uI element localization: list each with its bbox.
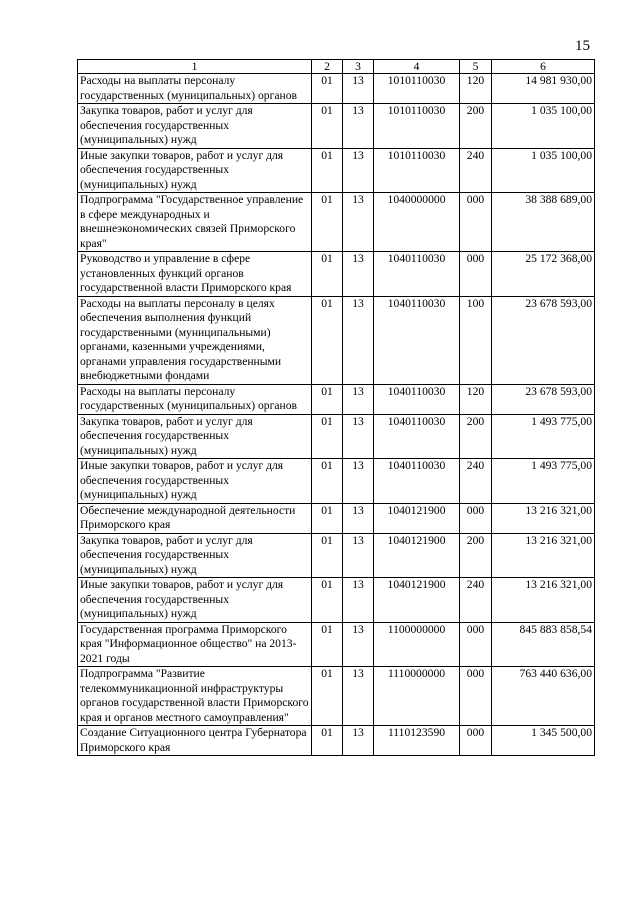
- header-col-5: 5: [460, 60, 492, 74]
- row-subsection: 13: [343, 667, 374, 726]
- table-row: [78, 193, 595, 252]
- row-target-code: 1010110030: [374, 104, 460, 149]
- row-subsection: 13: [343, 252, 374, 297]
- budget-table: [77, 59, 595, 756]
- row-subsection: 13: [343, 533, 374, 578]
- page-number: 15: [575, 38, 590, 54]
- header-col-3: 3: [343, 60, 374, 74]
- row-subsection: 13: [343, 459, 374, 504]
- row-amount: 1 493 775,00: [492, 414, 595, 459]
- row-subsection: 13: [343, 384, 374, 414]
- row-section: 01: [312, 252, 343, 297]
- row-subsection: 13: [343, 578, 374, 623]
- table-row: [78, 533, 595, 578]
- row-name: Закупка товаров, работ и услуг для обеспечения государственных (муниципальных) нужд: [78, 414, 312, 459]
- row-amount: 38 388 689,00: [492, 193, 595, 252]
- row-section: 01: [312, 104, 343, 149]
- row-expense-type: 240: [460, 578, 492, 623]
- header-col-4: 4: [374, 60, 460, 74]
- table-row: [78, 667, 595, 726]
- row-name: Подпрограмма "Развитие телекоммуникационной инфраструктуры органов государственной власти Приморского края и органов местного самоуправления": [78, 667, 312, 726]
- row-amount: 23 678 593,00: [492, 296, 595, 384]
- row-target-code: 1040121900: [374, 503, 460, 533]
- row-amount: 1 493 775,00: [492, 459, 595, 504]
- header-col-6: 6: [492, 60, 595, 74]
- row-name: Расходы на выплаты персоналу в целях обеспечения выполнения функций государственными (муниципальными) органами, казенными учреждениями, органами управления государственными внебюджетными фондами: [78, 296, 312, 384]
- row-target-code: 1040121900: [374, 578, 460, 623]
- row-expense-type: 000: [460, 667, 492, 726]
- row-name: Обеспечение международной деятельности Приморского края: [78, 503, 312, 533]
- row-expense-type: 000: [460, 193, 492, 252]
- row-section: 01: [312, 533, 343, 578]
- row-target-code: 1040000000: [374, 193, 460, 252]
- row-expense-type: 240: [460, 459, 492, 504]
- header-col-1: 1: [78, 60, 312, 74]
- row-target-code: 1100000000: [374, 622, 460, 667]
- table-row: [78, 104, 595, 149]
- row-subsection: 13: [343, 193, 374, 252]
- row-subsection: 13: [343, 148, 374, 193]
- table-row: [78, 726, 595, 756]
- row-name: Закупка товаров, работ и услуг для обеспечения государственных (муниципальных) нужд: [78, 104, 312, 149]
- row-subsection: 13: [343, 622, 374, 667]
- row-amount: 14 981 930,00: [492, 74, 595, 104]
- table-row: [78, 296, 595, 384]
- row-target-code: 1010110030: [374, 74, 460, 104]
- table-row: [78, 414, 595, 459]
- table-row: [78, 622, 595, 667]
- row-expense-type: 000: [460, 503, 492, 533]
- row-target-code: 1040110030: [374, 296, 460, 384]
- table-row: [78, 459, 595, 504]
- row-name: Закупка товаров, работ и услуг для обеспечения государственных (муниципальных) нужд: [78, 533, 312, 578]
- row-amount: 845 883 858,54: [492, 622, 595, 667]
- row-section: 01: [312, 726, 343, 756]
- row-section: 01: [312, 74, 343, 104]
- row-expense-type: 200: [460, 533, 492, 578]
- row-amount: 1 035 100,00: [492, 104, 595, 149]
- row-amount: 1 345 500,00: [492, 726, 595, 756]
- table-row: [78, 503, 595, 533]
- table-row: [78, 252, 595, 297]
- row-expense-type: 240: [460, 148, 492, 193]
- row-name: Иные закупки товаров, работ и услуг для обеспечения государственных (муниципальных) нужд: [78, 578, 312, 623]
- row-amount: 25 172 368,00: [492, 252, 595, 297]
- row-section: 01: [312, 459, 343, 504]
- row-expense-type: 000: [460, 622, 492, 667]
- row-section: 01: [312, 414, 343, 459]
- row-target-code: 1010110030: [374, 148, 460, 193]
- row-name: Иные закупки товаров, работ и услуг для обеспечения государственных (муниципальных) нужд: [78, 148, 312, 193]
- row-subsection: 13: [343, 296, 374, 384]
- row-target-code: 1110123590: [374, 726, 460, 756]
- row-subsection: 13: [343, 503, 374, 533]
- row-section: 01: [312, 384, 343, 414]
- table-row: [78, 384, 595, 414]
- table-header-row: [78, 60, 595, 74]
- row-section: 01: [312, 148, 343, 193]
- row-name: Государственная программа Приморского края "Информационное общество" на 2013-2021 годы: [78, 622, 312, 667]
- row-name: Подпрограмма "Государственное управление в сфере международных и внешнеэкономических связей Приморского края": [78, 193, 312, 252]
- row-subsection: 13: [343, 414, 374, 459]
- row-subsection: 13: [343, 726, 374, 756]
- row-section: 01: [312, 667, 343, 726]
- header-col-2: 2: [312, 60, 343, 74]
- row-expense-type: 200: [460, 104, 492, 149]
- row-amount: 23 678 593,00: [492, 384, 595, 414]
- table-row: [78, 74, 595, 104]
- row-name: Расходы на выплаты персоналу государственных (муниципальных) органов: [78, 74, 312, 104]
- row-expense-type: 100: [460, 296, 492, 384]
- row-expense-type: 120: [460, 74, 492, 104]
- table-row: [78, 578, 595, 623]
- row-name: Расходы на выплаты персоналу государственных (муниципальных) органов: [78, 384, 312, 414]
- row-target-code: 1040121900: [374, 533, 460, 578]
- row-target-code: 1110000000: [374, 667, 460, 726]
- table-row: [78, 148, 595, 193]
- row-expense-type: 000: [460, 252, 492, 297]
- row-section: 01: [312, 578, 343, 623]
- row-section: 01: [312, 622, 343, 667]
- row-name: Иные закупки товаров, работ и услуг для обеспечения государственных (муниципальных) нужд: [78, 459, 312, 504]
- row-amount: 13 216 321,00: [492, 503, 595, 533]
- row-expense-type: 200: [460, 414, 492, 459]
- row-target-code: 1040110030: [374, 459, 460, 504]
- row-target-code: 1040110030: [374, 384, 460, 414]
- row-expense-type: 120: [460, 384, 492, 414]
- row-section: 01: [312, 193, 343, 252]
- row-section: 01: [312, 503, 343, 533]
- row-amount: 1 035 100,00: [492, 148, 595, 193]
- row-amount: 13 216 321,00: [492, 533, 595, 578]
- row-target-code: 1040110030: [374, 414, 460, 459]
- row-section: 01: [312, 296, 343, 384]
- row-amount: 763 440 636,00: [492, 667, 595, 726]
- row-subsection: 13: [343, 74, 374, 104]
- row-name: Создание Ситуационного центра Губернатора Приморского края: [78, 726, 312, 756]
- row-amount: 13 216 321,00: [492, 578, 595, 623]
- row-target-code: 1040110030: [374, 252, 460, 297]
- row-subsection: 13: [343, 104, 374, 149]
- row-expense-type: 000: [460, 726, 492, 756]
- row-name: Руководство и управление в сфере установленных функций органов государственной власти Приморского края: [78, 252, 312, 297]
